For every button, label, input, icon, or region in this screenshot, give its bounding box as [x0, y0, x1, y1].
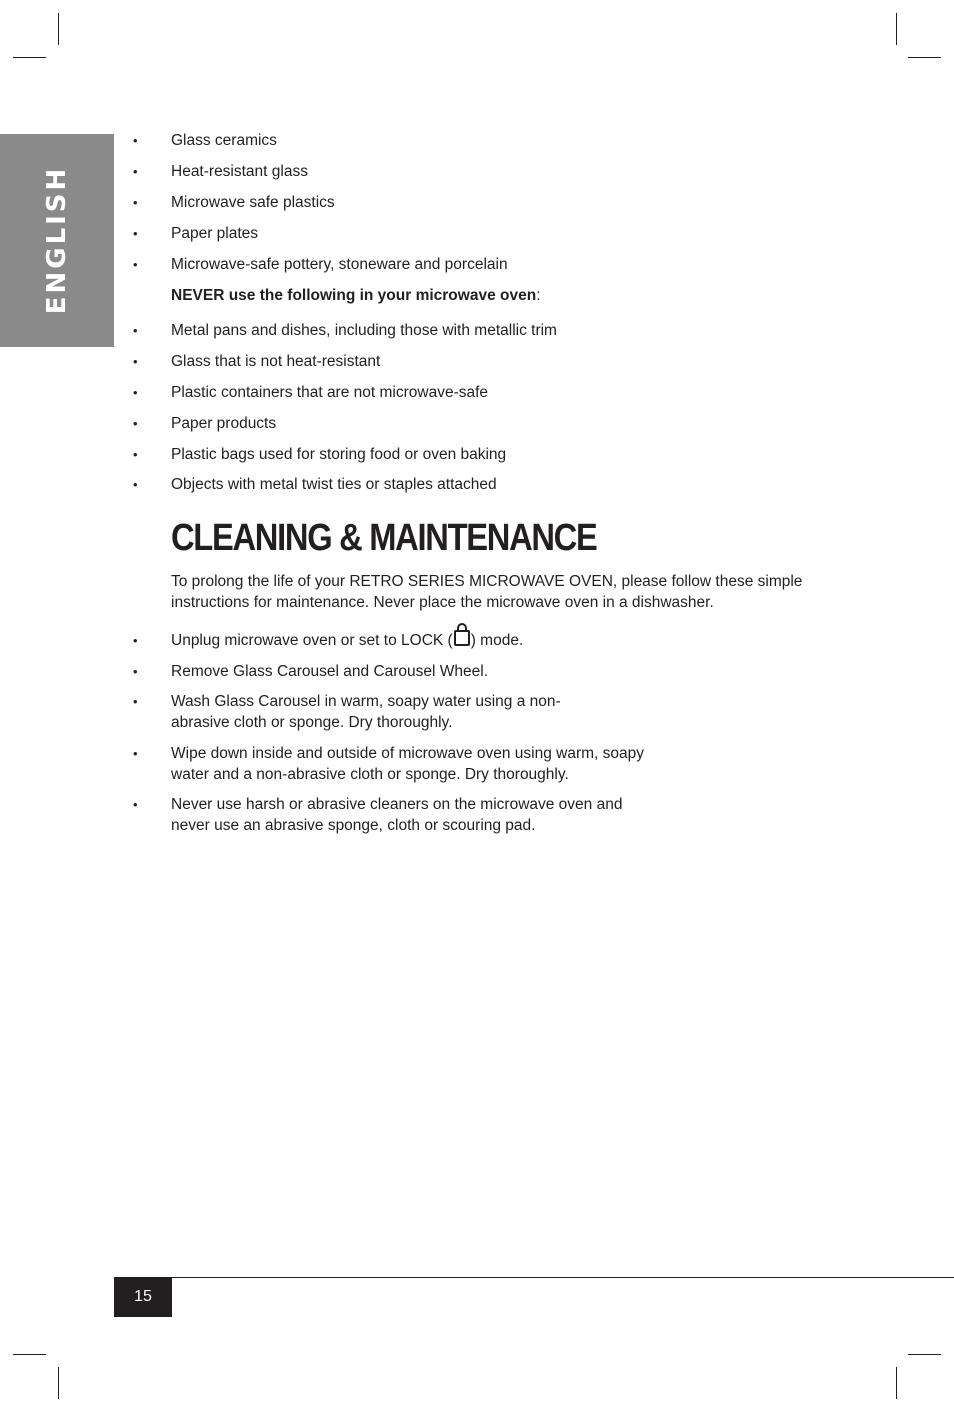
- step-line: • Wash Glass Carousel in warm, soapy water using a non-: [171, 693, 561, 710]
- list-item: • Metal pans and dishes, including those with metallic trim: [171, 320, 557, 341]
- list-item: • Glass that is not heat-resistant: [171, 351, 380, 372]
- language-tab-label: ENGLISH: [42, 165, 72, 315]
- crop-mark: [908, 1354, 941, 1355]
- list-item: [171, 691, 561, 733]
- language-tab: [0, 134, 114, 347]
- list-item: [171, 630, 523, 651]
- list-item: • Microwave safe plastics: [171, 192, 335, 213]
- step-line: • Never use harsh or abrasive cleaners on the microwave oven and: [171, 796, 623, 813]
- list-item: [171, 794, 622, 836]
- never-use-heading: [171, 285, 541, 306]
- list-item: • Glass ceramics: [171, 130, 277, 151]
- section-intro: [171, 571, 811, 613]
- crop-mark: [58, 1367, 59, 1399]
- list-item: • Heat-resistant glass: [171, 161, 308, 182]
- step-text: ) mode.: [470, 632, 524, 649]
- never-use-heading-colon: :: [536, 287, 541, 304]
- footer-rule: [114, 1277, 954, 1278]
- list-item: • Remove Glass Carousel and Carousel Wheel.: [171, 661, 488, 682]
- list-item: • Paper products: [171, 413, 276, 434]
- intro-line: To prolong the life of your RETRO SERIES MICROWAVE OVEN, please follow these simple: [171, 573, 803, 590]
- crop-mark: [896, 13, 897, 45]
- crop-mark: [13, 1354, 46, 1355]
- step-line: never use an abrasive sponge, cloth or scouring pad.: [171, 817, 536, 834]
- step-line: • Wipe down inside and outside of microwave oven using warm, soapy: [171, 745, 644, 762]
- step-line: abrasive cloth or sponge. Dry thoroughly.: [171, 714, 453, 731]
- crop-mark: [896, 1367, 897, 1399]
- list-item: • Microwave-safe pottery, stoneware and porcelain: [171, 254, 508, 275]
- list-item: • Plastic bags used for storing food or oven baking: [171, 444, 506, 465]
- never-use-heading-bold: NEVER use the following in your microwave oven: [171, 287, 537, 304]
- section-title: CLEANING & MAINTENANCE: [171, 517, 597, 559]
- intro-line: instructions for maintenance. Never place the microwave oven in a dishwasher.: [171, 594, 714, 611]
- crop-mark: [13, 57, 46, 58]
- lock-icon: [454, 630, 470, 646]
- list-item: • Objects with metal twist ties or staples attached: [171, 474, 497, 495]
- page-number: 15: [114, 1277, 172, 1317]
- crop-mark: [908, 57, 941, 58]
- list-item: • Paper plates: [171, 223, 258, 244]
- list-item: [171, 743, 644, 785]
- step-line: water and a non-abrasive cloth or sponge. Dry thoroughly.: [171, 766, 569, 783]
- crop-mark: [58, 13, 59, 45]
- list-item: • Plastic containers that are not microwave-safe: [171, 382, 488, 403]
- step-text: Unplug microwave oven or set to LOCK (: [171, 632, 453, 649]
